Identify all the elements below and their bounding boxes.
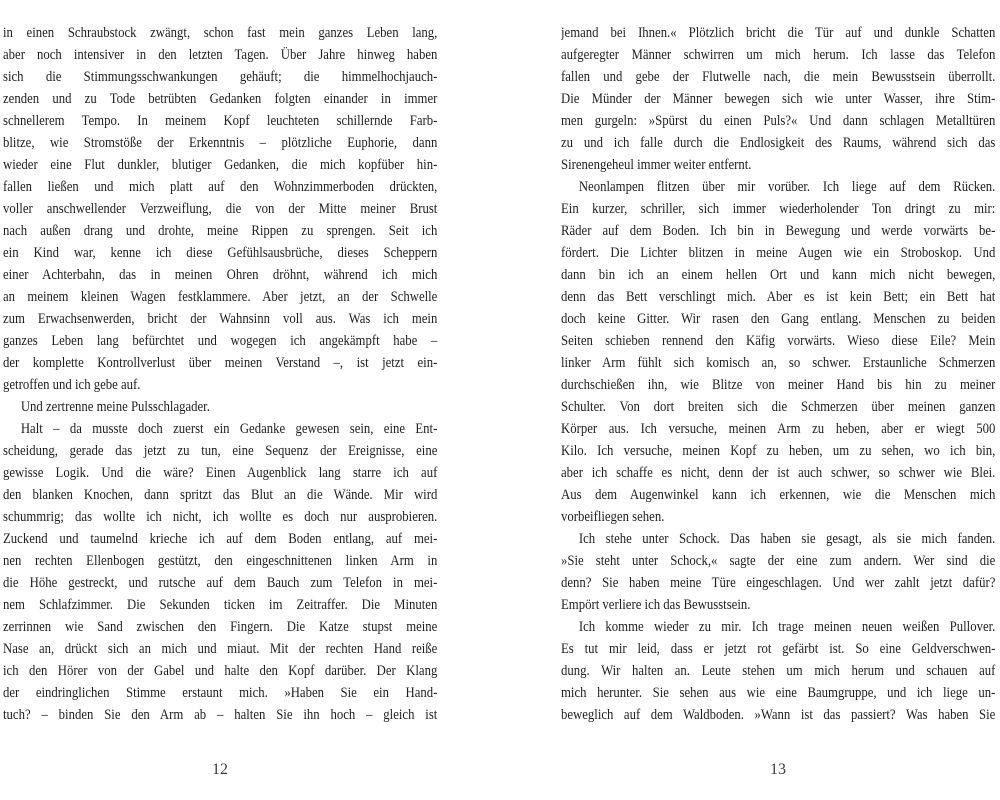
text-line: scheidung, gerade das jetzt zu tun, eine Sequenz der Ereignisse, eine bbox=[3, 443, 438, 459]
text-line: zu und ich falle durch die Endlosigkeit des Raums, während sich das bbox=[561, 135, 996, 151]
text-line: zum Erwachsenwerden, bricht der Wahnsinn voll aus. Was ich mein bbox=[3, 311, 438, 327]
text-line: Räder auf dem Boden. Ich bin in Bewegung und werde vorwärts be- bbox=[561, 223, 996, 239]
text-line: doch keine Gitter. Wir rasen den Gang entlang. Menschen zu beiden bbox=[561, 311, 996, 327]
text-line: aber ich schaffe es nicht, denn der ist auch schwer, so schwer wie Blei. bbox=[561, 465, 996, 481]
page-left-text bbox=[3, 22, 437, 726]
text-line: schummrig; das wollte ich nicht, ich wollte es doch nur ausprobieren. bbox=[3, 509, 438, 525]
text-line: aufgeregter Männer schwirren um mich herum. Ich lasse das Telefon bbox=[561, 47, 996, 63]
text-line: zenden und zu Tode betrübten Gedanken folgten einander in immer bbox=[3, 91, 438, 107]
text-line: wieder eine Flut dunkler, blutiger Gedanken, die mich kopfüber hin- bbox=[3, 157, 438, 173]
text-line: schnellerem Tempo. In meinem Kopf leuchteten schillernde Farb- bbox=[3, 113, 438, 129]
text-line: fördert. Die Lichter blitzen in meine Augen wie ein Stroboskop. Und bbox=[561, 245, 996, 261]
text-line: durchschießen ihn, wie Blitze von meiner Hand bis hin zu meiner bbox=[561, 377, 996, 393]
text-line: Kilo. Ich versuche, meinen Kopf zu heben, um zu sehen, wo ich bin, bbox=[561, 443, 996, 459]
text-line: »Sie steht unter Schock,« sagte der eine zum andern. Wer sind die bbox=[561, 553, 996, 569]
text-line: Und zertrenne meine Pulsschlagader. bbox=[20, 399, 210, 415]
text-line: fallen ließen und mich platt auf den Wohnzimmerboden drückten, bbox=[3, 179, 438, 195]
text-line: denn das Bett verschlingt mich. Aber es ist kein Bett; ein Bett hat bbox=[561, 289, 996, 305]
text-line: Die Münder der Männer bewegen sich wie unter Wasser, ihre Stim- bbox=[561, 91, 996, 107]
text-line: ganzes Leben lang befürchtet und wogegen ich angekämpft habe – bbox=[3, 333, 438, 349]
text-line: voller anschwellender Verzweiflung, die von der Mitte meiner Brust bbox=[3, 201, 438, 217]
text-line: mich herunter. Sie sehen aus wie eine Baumgruppe, und ich liege un- bbox=[561, 685, 996, 701]
text-line: ein Kind war, kenne ich diese Gefühlsausbrüche, dieses Scheppern bbox=[3, 245, 438, 261]
text-line: blitze, wie Stromstöße der Erkenntnis – plötzliche Euphorie, dann bbox=[3, 135, 438, 151]
text-line: Aus dem Augenwinkel kann ich erkennen, wie die Menschen mich bbox=[561, 487, 996, 503]
text-line: Seiten schieben rennend den Käfig vorwärts. Wieso diese Eile? Mein bbox=[561, 333, 996, 349]
text-line: gewisse Logik. Und die wäre? Einen Augenblick lang starre ich auf bbox=[3, 465, 438, 481]
page-right-text bbox=[561, 22, 995, 726]
text-line: Ich komme wieder zu mir. Ich trage meinen neuen weißen Pullover. bbox=[578, 619, 996, 635]
text-line: sich die Stimmungsschwankungen gehäuft; die himmelhochjauch- bbox=[3, 69, 438, 85]
text-line: die Höhe gestreckt, und rutsche auf dem Bauch zum Telefon in mei- bbox=[3, 575, 438, 591]
text-line: an meinem kleinen Wagen festklammere. Aber jetzt, an der Schwelle bbox=[3, 289, 438, 305]
text-line: vorbeifliegen sehen. bbox=[561, 509, 665, 525]
text-line: den blanken Knochen, dann spritzt das Blut an die Wände. Mir wird bbox=[3, 487, 438, 503]
text-line: zerrinnen wie Sand zwischen den Fingern. Die Katze stupst meine bbox=[3, 619, 438, 635]
text-line: einer Achterbahn, das in meinen Ohren dröhnt, während ich mich bbox=[3, 267, 438, 283]
text-line: ich den Hörer von der Gabel und halte den Kopf darüber. Der Klang bbox=[3, 663, 438, 679]
text-line: Nase an, drückt sich an mich und miaut. Mit der rechten Hand reiße bbox=[3, 641, 438, 657]
text-line: men gurgeln: »Spürst du einen Puls?« Und dann schlagen Metalltüren bbox=[561, 113, 996, 129]
text-line: Sirenengeheul immer weiter entfernt. bbox=[561, 157, 752, 173]
text-line: Halt – da musste doch zuerst ein Gedanke gewesen sein, eine Ent- bbox=[20, 421, 438, 437]
text-line: Empört verliere ich das Bewusstsein. bbox=[561, 597, 751, 613]
text-line: nen rechten Ellenbogen gestützt, den eingeschnittenen linken Arm in bbox=[3, 553, 438, 569]
text-line: Schulter. Von dort breiten sich die Schmerzen über meinen ganzen bbox=[561, 399, 996, 415]
text-line: nem Schlafzimmer. Die Sekunden ticken im Zeitraffer. Die Minuten bbox=[3, 597, 438, 613]
text-line: nach außen drang und drohte, meine Rippen zu sprengen. Seit ich bbox=[3, 223, 438, 239]
text-line: fallen und gebe der Flutwelle nach, die mein Bewusstsein überrollt. bbox=[561, 69, 996, 85]
text-line: Es tut mir leid, dass er jetzt rot gefärbt ist. So eine Geldverschwen- bbox=[561, 641, 996, 657]
text-line: denn? Sie haben meine Türe eingeschlagen. Und wer zahlt jetzt dafür? bbox=[561, 575, 996, 591]
text-line: dann bin ich an einem hellen Ort und kann mich nicht bewegen, bbox=[561, 267, 996, 283]
page-number-right: 13 bbox=[770, 761, 786, 778]
text-line: Ich stehe unter Schock. Das haben sie gesagt, als sie mich fanden. bbox=[578, 531, 996, 547]
text-line: Neonlampen flitzen über mir vorüber. Ich liege auf dem Rücken. bbox=[578, 179, 996, 195]
text-line: der komplette Kontrollverlust über meinen Verstand –, ist jetzt ein- bbox=[3, 355, 438, 371]
text-line: dung. Wir halten an. Leute stehen um mich herum und schauen auf bbox=[561, 663, 996, 679]
text-line: Körper aus. Ich versuche, meinen Arm zu heben, aber er wiegt 500 bbox=[561, 421, 996, 437]
text-line: tuch? – binden Sie den Arm ab – halten Sie ihn hoch – gleich ist bbox=[3, 707, 438, 723]
text-line: getroffen und ich gebe auf. bbox=[3, 377, 141, 393]
text-line: Ein kurzer, schriller, sich immer wiederholender Ton dringt zu mir: bbox=[561, 201, 996, 217]
text-line: beweglich auf dem Waldboden. »Wann ist das passiert? Was haben Sie bbox=[561, 707, 996, 723]
text-line: aber noch intensiver in den letzten Tagen. Über Jahre hinweg haben bbox=[3, 47, 438, 63]
text-line: linker Arm fühlt sich komisch an, so schwer. Erstaunliche Schmerzen bbox=[561, 355, 996, 371]
text-line: Zuckend und taumelnd krieche ich auf dem Boden entlang, auf mei- bbox=[3, 531, 438, 547]
text-line: der eindringlichen Stimme erstaunt mich. »Haben Sie ein Hand- bbox=[3, 685, 438, 701]
page-number-left: 12 bbox=[212, 761, 228, 778]
text-line: in einen Schraubstock zwängt, schon fast mein ganzes Leben lang, bbox=[3, 25, 438, 41]
text-line: jemand bei Ihnen.« Plötzlich bricht die Tür auf und dunkle Schatten bbox=[561, 25, 996, 41]
